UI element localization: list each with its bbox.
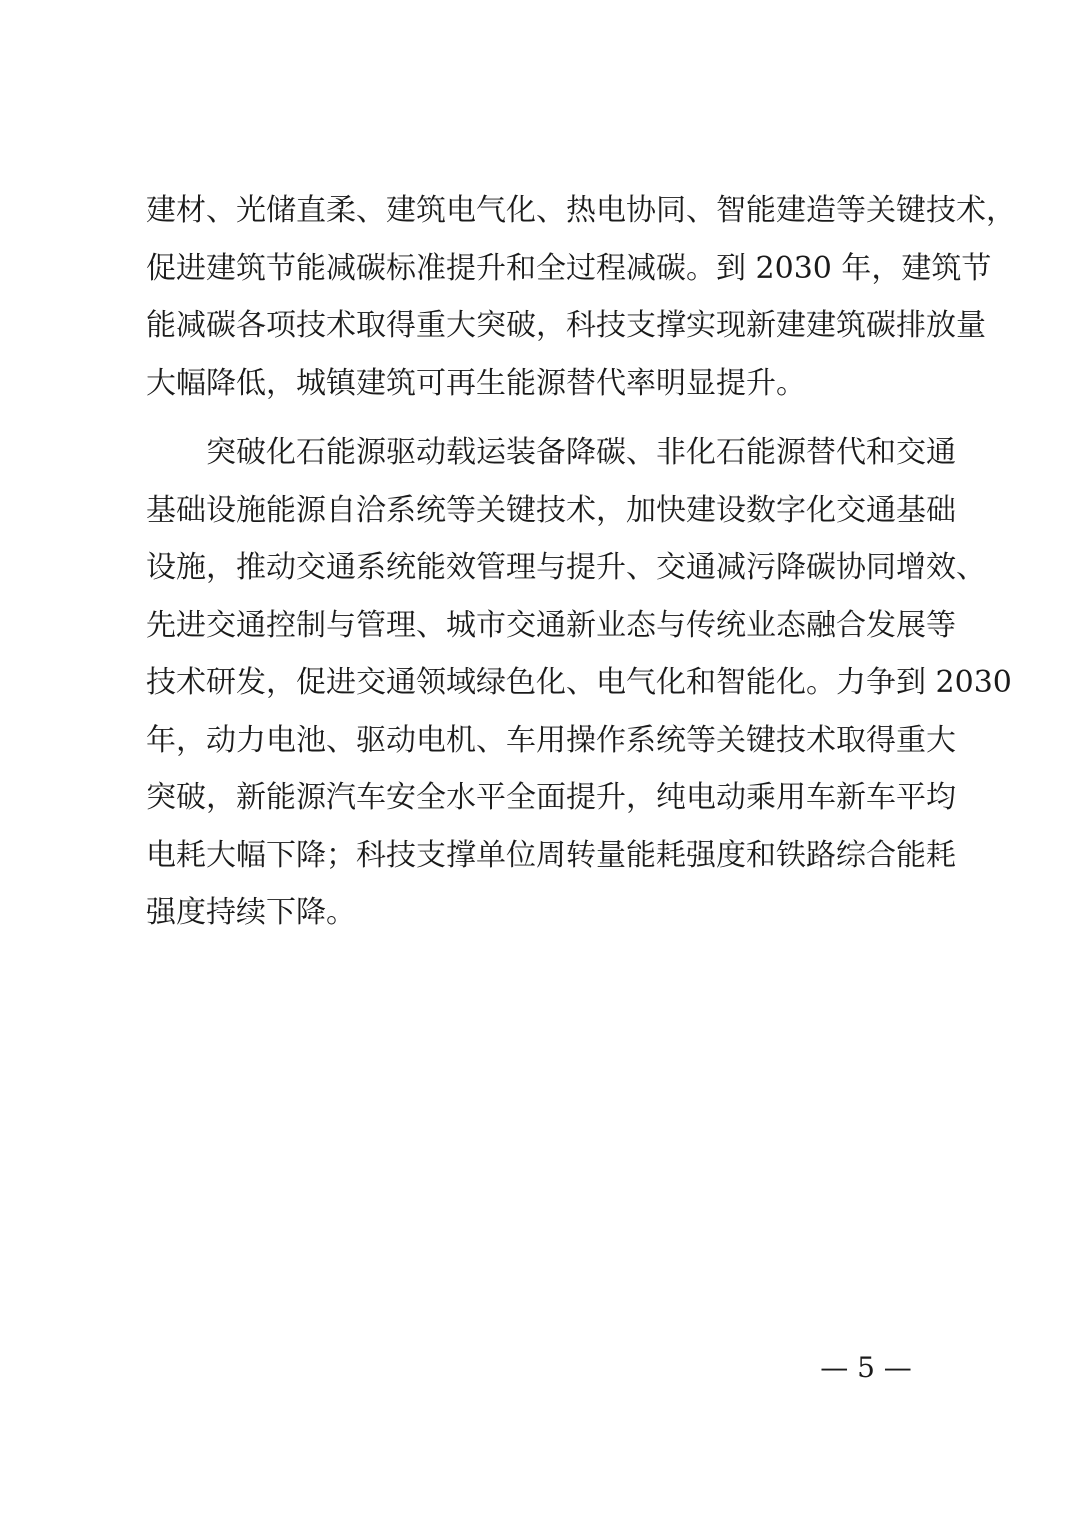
- paragraph-transport: [146, 424, 1012, 942]
- text-line: 建材、光储直柔、建筑电气化、热电协同、智能建造等关键技术，: [146, 193, 1016, 228]
- text-line: 先进交通控制与管理、城市交通新业态与传统业态融合发展等: [146, 607, 956, 643]
- text-line: 基础设施能源自洽系统等关键技术，加快建设数字化交通基础: [146, 492, 956, 528]
- text-line: 强度持续下降。: [146, 895, 356, 930]
- page-number: — 5 —: [820, 1351, 912, 1384]
- text-line: 电耗大幅下降；科技支撑单位周转量能耗强度和铁路综合能耗: [146, 837, 956, 873]
- text-line: 大幅降低，城镇建筑可再生能源替代率明显提升。: [146, 365, 806, 401]
- text-line: 技术研发，促进交通领域绿色化、电气化和智能化。力争到 2030: [146, 665, 1012, 700]
- paragraph-buildings: [146, 182, 1016, 412]
- paragraph-gap: [146, 412, 946, 424]
- text-line: 年，动力电池、驱动电机、车用操作系统等关键技术取得重大: [146, 722, 956, 758]
- text-line: 能减碳各项技术取得重大突破，科技支撑实现新建建筑碳排放量: [146, 308, 986, 343]
- text-line: 促进建筑节能减碳标准提升和全过程减碳。到 2030 年，建筑节: [146, 250, 992, 286]
- text-line: 突破，新能源汽车安全水平全面提升，纯电动乘用车新车平均: [146, 780, 956, 815]
- text-line: 设施，推动交通系统能效管理与提升、交通减污降碳协同增效、: [146, 550, 986, 585]
- body-text: [146, 182, 1016, 942]
- text-line: 突破化石能源驱动载运装备降碳、非化石能源替代和交通: [206, 435, 956, 470]
